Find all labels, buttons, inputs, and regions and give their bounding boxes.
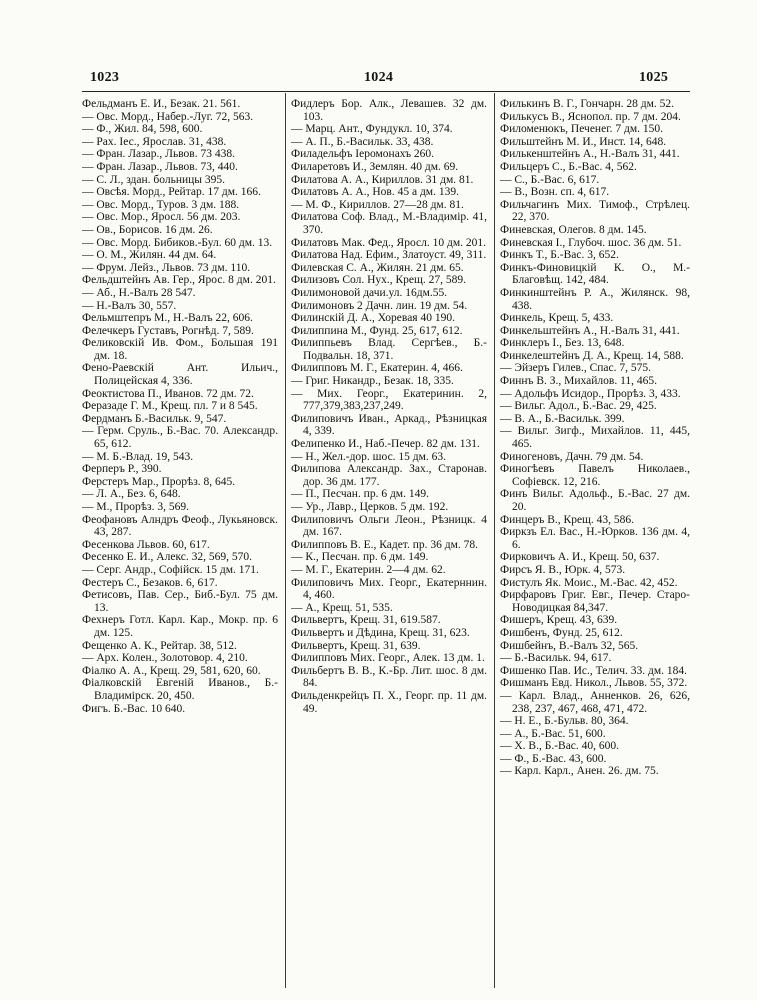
directory-entry: — К., Песчан. пр. 6 дм. 149. [291, 551, 429, 564]
directory-entry: — Григ. Никандр., Безак. 18, 335. [291, 375, 454, 388]
column-divider-2 [494, 93, 495, 988]
directory-entry: — М. Ф., Кириллов. 27—28 дм. 81. [291, 198, 464, 211]
directory-entry: — Фран. Лазар., Львов. 73, 440. [82, 160, 238, 173]
directory-entry: Филимоновъ 2 Дачн. лин. 19 дм. 54. [291, 299, 468, 312]
directory-entry: Филиповичъ Иван., Аркад., Рѣзницкая 4, 339. [291, 412, 487, 438]
directory-entry: Филиппина М., Фунд. 25, 617, 612. [291, 324, 463, 337]
page-number-right: 1025 [639, 70, 669, 85]
directory-entry: Финогѣевъ Павелъ Николаев., Софіевск. 12, 216. [500, 463, 690, 488]
directory-entry: — Овс. Мор., Яросл. 56 дм. 203. [82, 211, 241, 224]
directory-entry: — П., Песчан. пр. 6 дм. 149. [291, 488, 429, 501]
directory-entry: — Н.-Валъ 30, 557. [82, 299, 177, 312]
directory-entry: — С., Б.-Вас. 6, 617. [500, 173, 600, 186]
directory-entry: — В., Возн. сп. 4, 617. [500, 186, 610, 199]
directory-entry: — О. М., Жилян. 44 дм. 64. [82, 249, 217, 262]
directory-entry: Финкъ Т., Б.-Вас. 3, 652. [500, 249, 619, 262]
directory-entry: Финкелештейнъ Д. А., Крещ. 14, 588. [500, 349, 684, 362]
directory-entry: Филевская С. А., Жилян. 21 дм. 65. [291, 261, 464, 274]
directory-entry: Ферстеръ Мар., Прорѣз. 8, 645. [82, 475, 236, 488]
column-2 [291, 98, 487, 993]
directory-entry: — А., Крещ. 51, 535. [291, 601, 393, 614]
directory-entry: — Ов., Борисов. 16 дм. 26. [82, 223, 213, 236]
directory-entry: Фишенко Пав. Ис., Телич. 33. дм. 184. [500, 664, 687, 677]
directory-entry: Фигъ. Б.-Вас. 10 640. [82, 702, 186, 715]
directory-entry: Фильвертъ, Крещ. 31, 619.587. [291, 614, 441, 627]
directory-entry: — М. Б.-Влад. 19, 543. [82, 450, 194, 463]
directory-entry: Фильвертъ, Крещ. 31, 639. [291, 639, 421, 652]
directory-entry: — Адольфъ Исидор., Прорѣз. 3, 433. [500, 387, 681, 400]
directory-entry: Финевская І., Глубоч. шос. 36 дм. 51. [500, 236, 682, 249]
directory-entry: — Овсѣя. Морд., Рейтар. 17 дм. 166. [82, 186, 261, 199]
page-number-center: 1024 [364, 70, 394, 85]
directory-entry: Фильштейнъ М. И., Инст. 14, 648. [500, 135, 667, 148]
directory-entry: — Вильг. Адол., Б.-Вас. 29, 425. [500, 400, 657, 413]
directory-entry: Филькинъ В. Г., Гончарн. 28 дм. 52. [500, 98, 675, 110]
directory-entry: Фильвертъ и Дѣдина, Крещ. 31, 623. [291, 626, 470, 639]
directory-entry: Фирфаровъ Григ. Евг., Печер. Старо-Новодицкая 84,347. [500, 589, 690, 614]
directory-entry: Фелипенко И., Наб.-Печер. 82 дм. 131. [291, 438, 480, 451]
directory-entry: Фидлеръ Бор. Алк., Левашев. 32 дм. 103. [291, 98, 487, 123]
directory-entry: — Н. Е., Б.-Бульв. 80, 364. [500, 715, 629, 728]
directory-entry: — А. П., Б.-Васильк. 33, 438. [291, 135, 434, 148]
directory-entry: Фишманъ Евд. Никол., Львов. 55, 372. [500, 677, 688, 690]
directory-entry: Фильденкрейцъ П. Х., Георг. пр. 11 дм. 49. [291, 689, 487, 715]
directory-entry: Финкельштейнъ А., Н.-Валъ 31, 441. [500, 324, 680, 337]
directory-entry: Фильцеръ С., Б.-Вас. 4, 562. [500, 160, 637, 173]
directory-entry: — Арх. Колен., Золотовор. 4, 210. [82, 652, 248, 665]
directory-entry: — С. Л., здан. больницы 395. [82, 173, 226, 186]
page-number-left: 1023 [90, 70, 120, 85]
directory-entry: Финкель, Крещ. 5, 433. [500, 312, 614, 325]
directory-entry: Филатова А. А., Кириллов. 31 дм. 81. [291, 173, 474, 186]
directory-entry: Фиркзъ Ел. Вас., Н.-Юрков. 136 дм. 4, 6. [500, 526, 690, 551]
directory-entry: Финклеръ І., Без. 13, 648. [500, 337, 625, 350]
directory-entry: — Мих. Георг., Екатеринин. 2, 777,379,383,237,249. [291, 387, 487, 413]
directory-entry: — Фран. Лазар., Львов. 73 438. [82, 148, 235, 161]
directory-entry: Фіалковскій Евгеній Иванов., Б.-Владимірск. 20, 450. [82, 677, 278, 702]
directory-entry: Фильбертъ В. В., К.-Бр. Лит. шос. 8 дм. 84. [291, 664, 487, 690]
directory-entry: Филипповъ Мих. Георг., Алек. 13 дм. 1. [291, 652, 485, 665]
directory-entry: Фіалко А. А., Крещ. 29, 581, 620, 60. [82, 664, 261, 677]
directory-entry: Филоменюкъ, Печенег. 7 дм. 150. [500, 123, 663, 136]
directory-entry: Фетисовъ, Пав. Сер., Биб.-Бул. 75 дм. 13. [82, 589, 278, 614]
directory-entry: Финцеръ В., Крещ. 43, 586. [500, 513, 635, 526]
directory-entry: — В. А., Б.-Васильк. 399. [500, 412, 625, 425]
directory-entry: — Н., Жел.-дор. шос. 15 дм. 63. [291, 450, 447, 463]
directory-entry: Фишеръ, Крещ. 43, 639. [500, 614, 618, 627]
directory-entry: Фельдманъ Е. И., Безак. 21. 561. [82, 98, 241, 110]
directory-entry: Фишбенъ, Фунд. 25, 612. [500, 626, 623, 639]
directory-entry: — Ф., Жил. 84, 598, 600. [82, 123, 203, 136]
directory-entry: — Марц. Ант., Фундукл. 10, 374. [291, 123, 453, 136]
directory-entry: — Эйзеръ Гилев., Спас. 7, 575. [500, 362, 652, 375]
directory-entry: Филькенштейнъ А., Н.-Валъ 31, 441. [500, 148, 680, 161]
directory-entry: Филиповичъ Ольги Леон., Рѣзницк. 4 дм. 167. [291, 513, 487, 539]
directory-entry: Феоктистова П., Иванов. 72 дм. 72. [82, 387, 254, 400]
directory-entry: — Б.-Васильк. 94, 617. [500, 652, 612, 665]
directory-entry: Феразаде Г. М., Крещ. пл. 7 и 8 545. [82, 400, 258, 413]
directory-entry: Фесенкова Львов. 60, 617. [82, 538, 210, 551]
directory-entry: — Овс. Морд. Бибиков.-Бул. 60 дм. 13. [82, 236, 273, 249]
directory-entry: Филиповичъ Мих. Георг., Екатерннин. 4, 460. [291, 576, 487, 602]
directory-entry: Филатова Над. Ефим., Златоуст. 49, 311. [291, 249, 487, 262]
directory-entry: Филинскій Д. А., Хоревая 40 190. [291, 312, 455, 325]
column-1 [82, 98, 278, 993]
directory-entry: Феликовскій Ив. Фом., Большая 191 дм. 18. [82, 337, 278, 362]
directory-entry: Ферперъ Р., 390. [82, 463, 162, 476]
directory-entry: Филиппьевъ Влад. Сергѣев., Б.-Подвальн. 18, 371. [291, 337, 487, 362]
header-rule [82, 91, 690, 92]
directory-entry: — Овс. Морд., Набер.-Луг. 72, 563. [82, 110, 254, 123]
directory-entry: Филькусъ В., Яснопол. пр. 7 дм. 204. [500, 110, 681, 123]
directory-entry: — Герм. Сруль., Б.-Вас. 70. Александр. 65, 612. [82, 425, 278, 451]
directory-entry: Фирковичъ А. И., Крещ. 50, 637. [500, 551, 660, 564]
directory-entry: Финнъ В. З., Михайлов. 11, 465. [500, 375, 658, 388]
directory-entry: Фестеръ С., Безаков. 6, 617. [82, 576, 218, 589]
directory-entry: — Аб., Н.-Валъ 28 547. [82, 286, 196, 299]
directory-entry: — Карл. Влад., Анненков. 26, 626, 238, 237, 467, 468, 471, 472. [500, 689, 690, 715]
directory-entry: Финкъ-Финовицкій К. О., М.-Благовѣщ. 142, 484. [500, 261, 690, 287]
directory-entry: Филипповъ М. Г., Екатерин. 4, 466. [291, 362, 463, 375]
directory-entry: — Ур., Лавр., Церков. 5 дм. 192. [291, 501, 449, 513]
directory-entry: Филизовъ Сол. Нух., Крещ. 27, 589. [291, 274, 467, 287]
directory-entry: Фесенко Е. И., Алекс. 32, 569, 570. [82, 551, 252, 564]
directory-entry: Фещенко А. К., Рейтар. 38, 512. [82, 639, 237, 652]
directory-entry: — М., Прорѣз. 3, 569. [82, 501, 189, 513]
directory-entry: — А., Б.-Вас. 51, 600. [500, 727, 606, 740]
directory-entry: — Рах. Іес., Ярослав. 31, 438. [82, 135, 227, 148]
directory-entry: — Л. А., Без. 6, 648. [82, 488, 181, 501]
directory-entry: — Серг. Андр., Софійск. 15 дм. 171. [82, 563, 259, 576]
directory-entry: — Вильг. Зигф., Михайлов. 11, 445, 465. [500, 425, 690, 451]
directory-entry: — М. Г., Екатерин. 2—4 дм. 62. [291, 563, 446, 576]
column-divider-1 [285, 93, 286, 988]
directory-entry: Фердманъ Б.-Васильк. 9, 547. [82, 412, 227, 425]
directory-entry: Филадельфъ Іеромонахъ 260. [291, 148, 435, 161]
directory-entry: Фистулъ Як. Моис., М.-Вас. 42, 452. [500, 576, 678, 589]
directory-entry: Финогеновъ, Дачн. 79 дм. 54. [500, 450, 644, 463]
directory-entry: Филаретовъ И., Землян. 40 дм. 69. [291, 160, 459, 173]
directory-entry: Филатова Соф. Влад., М.-Владимір. 41, 370. [291, 211, 487, 236]
directory-entry: Фелечкеръ Густавъ, Рогнѣд. 7, 589. [82, 324, 254, 337]
directory-entry: Фирсъ Я. В., Юрк. 4, 573. [500, 563, 626, 576]
directory-entry: Финкинштейнъ Р. А., Жилянск. 98, 438. [500, 286, 690, 312]
directory-entry: — Овс. Морд., Туров. 3 дм. 188. [82, 198, 240, 211]
directory-entry: — Ф., Б.-Вас. 43, 600. [500, 752, 607, 765]
directory-entry: Филипова Александр. Зах., Старонав. дор. 36 дм. 177. [291, 463, 487, 488]
directory-entry: Филипповъ В. Е., Кадет. пр. 36 дм. 78. [291, 538, 478, 551]
directory-entry: Феофановъ Алндръ Феоф., Лукьяновск. 43, 287. [82, 513, 278, 539]
directory-entry: Филатовъ Мак. Фед., Яросл. 10 дм. 201. [291, 236, 486, 249]
directory-entry: — Карл. Карл., Анен. 26. дм. 75. [500, 765, 659, 778]
directory-entry: — Х. В., Б.-Вас. 40, 600. [500, 740, 620, 753]
directory-entry: Фильчагинъ Мих. Тимоф., Стрѣлец. 22, 370. [500, 198, 690, 224]
directory-entry: Фельдштейнъ Ав. Гер., Ярос. 8 дм. 201. [82, 274, 276, 287]
directory-entry: Финъ Вильг. Адольф., Б.-Вас. 27 дм. 20. [500, 488, 690, 513]
directory-entry: Фехнеръ Готл. Карл. Кар., Мокр. пр. 6 дм. 125. [82, 614, 278, 639]
directory-entry: Фишбейнъ, В.-Валъ 32, 565. [500, 639, 639, 652]
directory-entry: Финевская, Олегов. 8 дм. 145. [500, 223, 647, 236]
directory-entry: Филатовъ А. А., Нов. 45 а дм. 139. [291, 186, 459, 199]
column-3 [500, 98, 690, 993]
directory-entry: — Фрум. Лейз., Львов. 73 дм. 110. [82, 261, 251, 274]
directory-entry: Филимоновой дачи.ул. 16дм.55. [291, 286, 448, 299]
directory-entry: Фельмштепръ М., Н.-Валъ 22, 606. [82, 312, 253, 325]
directory-entry: Фено-Раевскій Ант. Ильич., Полицейская 4, 336. [82, 362, 278, 388]
